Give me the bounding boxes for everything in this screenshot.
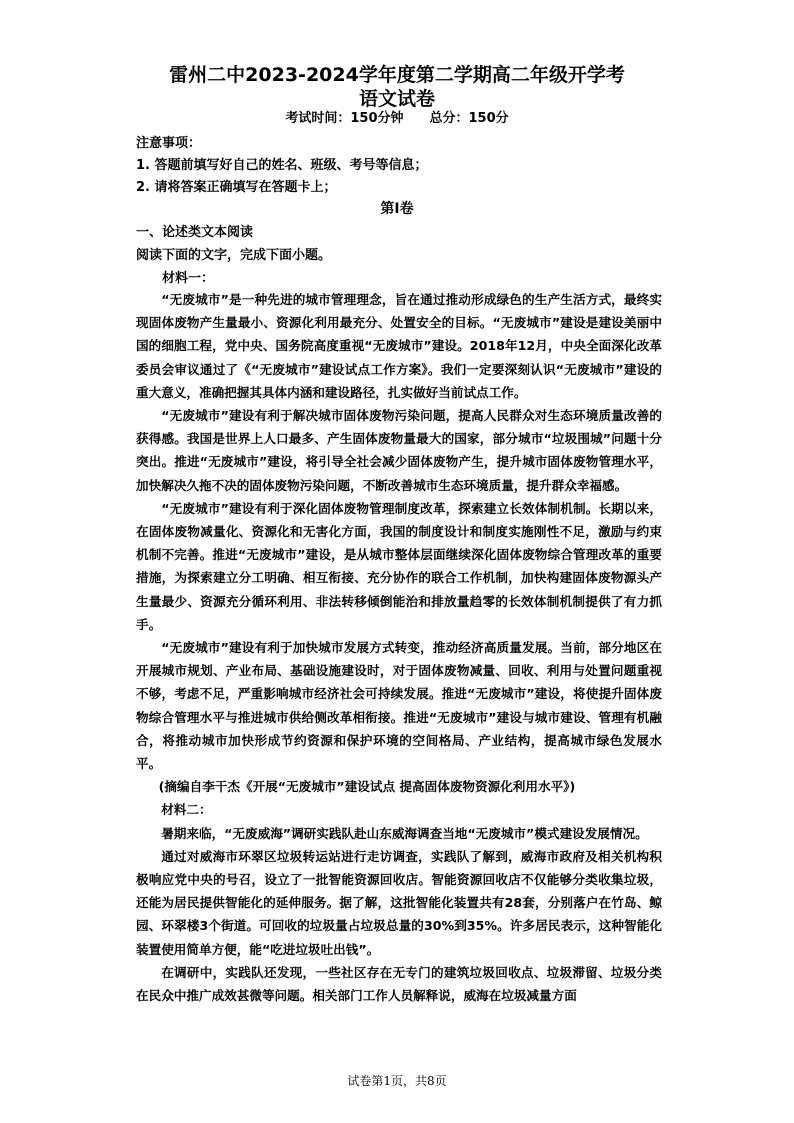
page-footer: 试卷第1页，共8页	[347, 1074, 447, 1088]
material2-paragraph: 通过对威海市环翠区垃圾转运站进行走访调查，实践队了解到，威海市政府及相关机构积极响应党中央的号召，设立了一批智能资源回收店。智能资源回收店不仅能够分类收集垃圾，还能为居民提供智能化的延伸服务。据了解，这批智能化装置共有28套，分别落户在竹岛、鲸园、环翠楼3个街道。可回收的垃圾量占垃圾总量的30%到35%。许多居民表示，这种智能化装置使用简单方便，能“吃进垃圾吐出钱”。	[136, 848, 662, 957]
reading-instruction: 阅读下面的文字，完成下面小题。	[136, 248, 332, 263]
material2-paragraph: 暑期来临，“无废威海”调研实践队赴山东威海调查当地“无废城市”模式建设发展情况。	[161, 825, 648, 841]
part-heading: 一、论述类文本阅读	[136, 225, 254, 240]
material1-paragraph: “无废城市”建设有利于深化固体废物管理制度改革，探索建立长效体制机制。长期以来，在固体废物减量化、资源化和无害化方面，我国的制度设计和制度实施刚性不足，激励与约束机制不完善。推进“无废城市”建设，是从城市整体层面继续深化固体废物综合管理改革的重要措施，为探索建立分工明确、相互衔接、充分协作的联合工作机制，加快构建固体废物源头产生量最少、资源充分循环利用、非法转移倾倒能治和排放量趋零的长效体制机制提供了有力抓手。	[136, 500, 662, 632]
section-title: 第Ⅰ卷	[380, 201, 414, 217]
exam-time-score: 考试时间：150分钟 总分：150分	[285, 111, 509, 126]
material2-paragraph: 在调研中，实践队还发现，一些社区存在无专门的建筑垃圾回收点、垃圾滞留、垃圾分类在民众中推广成效甚微等问题。相关部门工作人员解释说，威海在垃圾减量方面	[136, 964, 662, 1004]
article-body	[136, 288, 662, 1007]
exam-subject-title: 语文试卷	[358, 88, 435, 110]
material1-paragraph: “无废城市”建设有利于解决城市固体废物污染问题，提高人民群众对生态环境质量改善的获得感。我国是世界上人口最多、产生固体废物量最大的国家，部分城市“垃圾围城”问题十分突出。推进“无废城市”建设，将引导全社会减少固体废物产生，提升城市固体废物管理水平，加快解决久拖不决的固体废物污染问题，不断改善城市生态环境质量，提升群众幸福感。	[136, 408, 662, 493]
notes-block	[136, 133, 428, 199]
material1-label: 材料一：	[162, 271, 215, 286]
material2-label: 材料二：	[161, 802, 212, 818]
material1-paragraph: “无废城市”建设有利于加快城市发展方式转变，推动经济高质量发展。当前，部分地区在开展城市规划、产业布局、基础设施建设时，对于固体废物减量、回收、利用与处置问题重视不够，考虑不足，严重影响城市经济社会可持续发展。推进“无废城市”建设，将使提升固体废物综合管理水平与推进城市供给侧改革相衔接。推进“无废城市”建设与城市建设、管理有机融合，将推动城市加快形成节约资源和保护环境的空间格局、产业结构，提高城市绿色发展水平。	[136, 640, 662, 772]
material1-paragraph: “无废城市”是一种先进的城市管理理念，旨在通过推动形成绿色的生产生活方式，最终实现固体废物产生量最小、资源化利用最充分、处置安全的目标。“无废城市”建设是建设美丽中国的细胞工程，党中央、国务院高度重视“无废城市”建设。2018年12月，中央全面深化改革委员会审议通过了《“无废城市”建设试点工作方案》。我们一定要深刻认识“无废城市”建设的重大意义，准确把握其具体内涵和建设路径，扎实做好当前试点工作。	[136, 292, 662, 400]
notes-heading: 注意事项：	[136, 136, 202, 151]
exam-title: 雷州二中2023-2024学年度第二学期高二年级开学考	[169, 64, 625, 86]
notes-item: 2. 请将答案正确填写在答题卡上；	[136, 180, 337, 195]
notes-item: 1. 答题前填写好自己的姓名、班级、考号等信息；	[136, 158, 428, 173]
material1-source: (摘编自李干杰《开展“无废城市”建设试点 提高固体废物资源化利用水平》)	[158, 779, 576, 795]
